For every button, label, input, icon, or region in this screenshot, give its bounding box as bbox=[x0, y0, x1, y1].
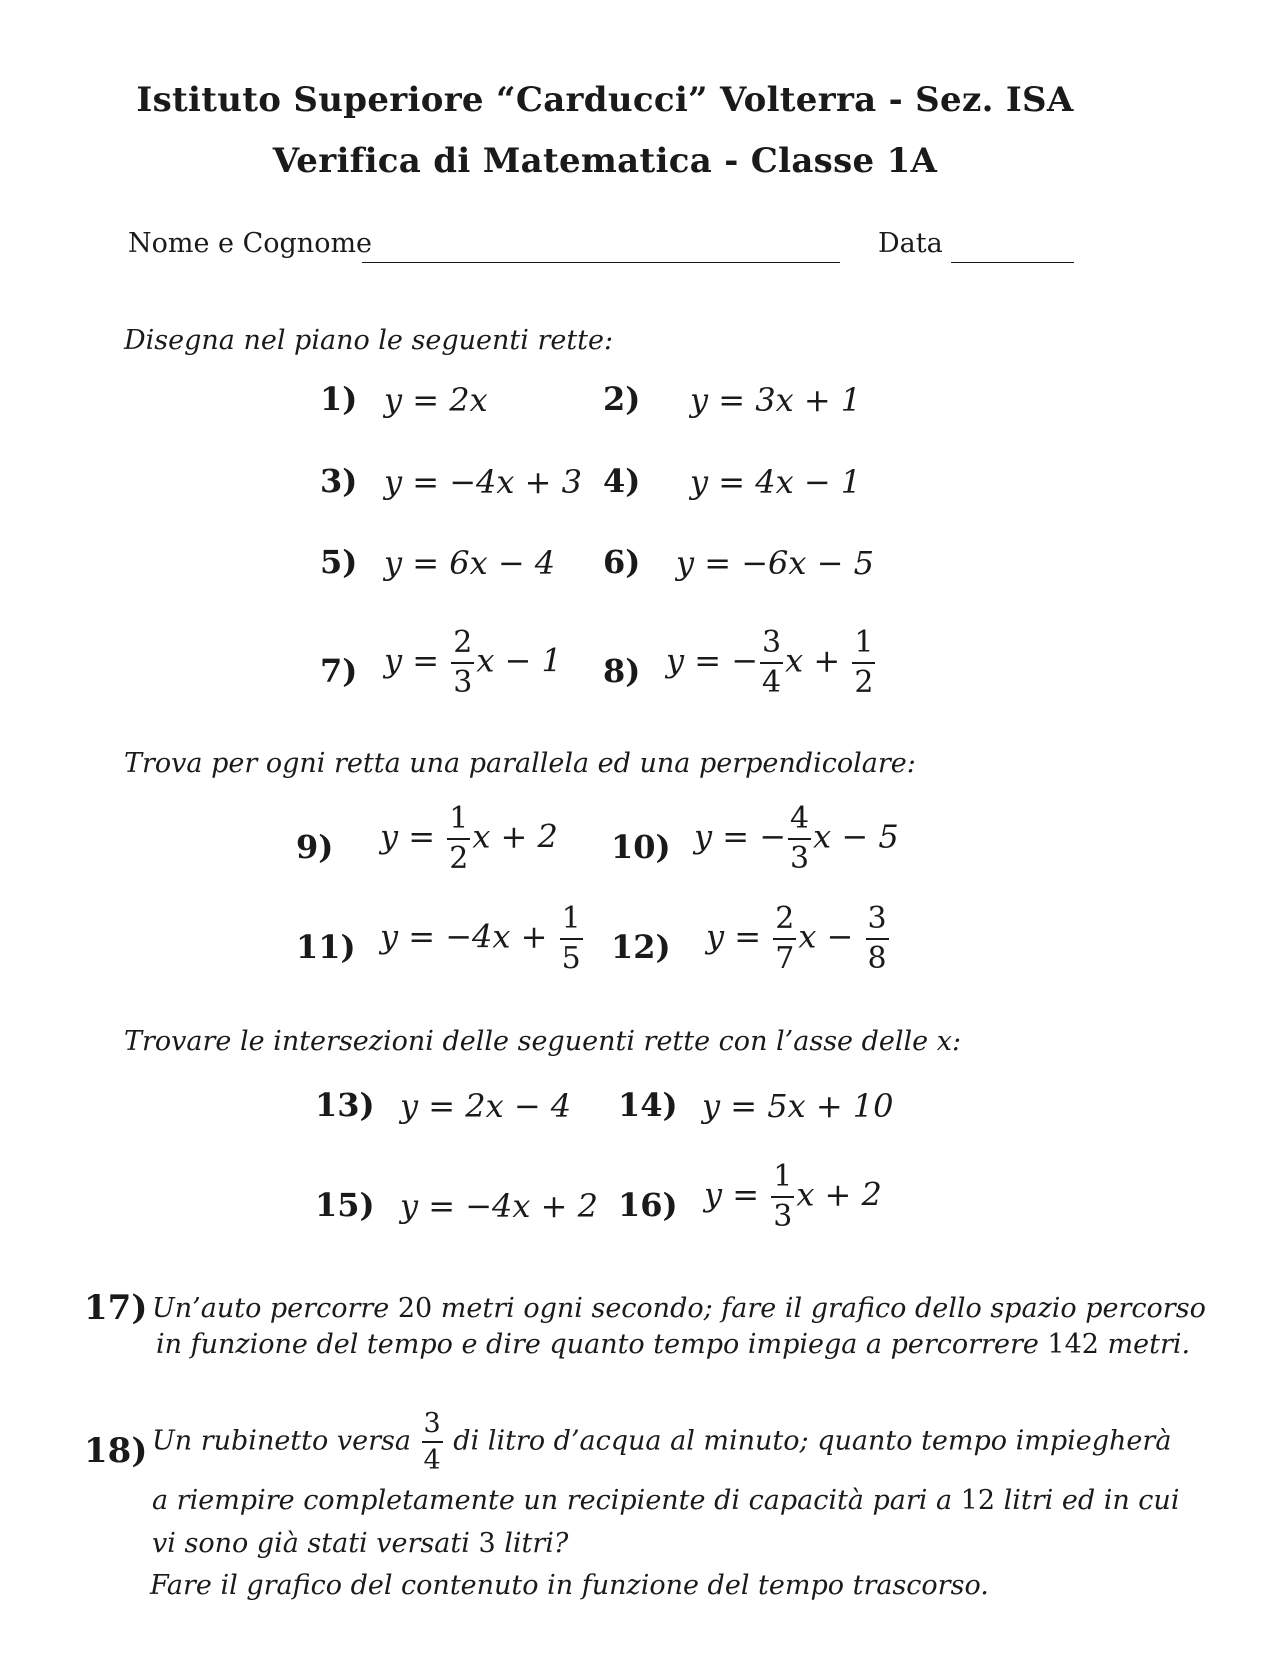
exercise-equation: y = $\frac{1}{3}$ x + 2 bbox=[704, 1159, 882, 1234]
section-draw-lines: Disegna nel piano le seguenti rette: bbox=[124, 325, 614, 356]
exercise-number: 12) bbox=[611, 928, 671, 966]
exercise-number: 14) bbox=[618, 1086, 678, 1124]
exercise-equation: y = 3x + 1 bbox=[690, 381, 862, 419]
test-title: Verifica di Matematica - Classe 1A bbox=[272, 141, 938, 181]
exercise-equation: y = $\frac{1}{2}$ x + 2 bbox=[380, 801, 558, 876]
fraction: $\frac{1}{3}$ bbox=[773, 1159, 793, 1234]
problem-text-line: vi sono già stati versati 3 litri? bbox=[152, 1528, 569, 1559]
exercise-number: 5) bbox=[320, 543, 358, 581]
fraction: $\frac{1}{2}$ bbox=[449, 801, 469, 876]
school-title: Istituto Superiore “Carducci” Volterra - Sez. ISA bbox=[136, 80, 1074, 120]
exercise-number: 4) bbox=[603, 462, 641, 500]
section-parallel-perpendicular: Trova per ogni retta una parallela ed una perpendicolare: bbox=[124, 748, 916, 779]
exercise-equation: y = −4x + 3 bbox=[384, 463, 582, 501]
fraction: $\frac{3}{4}$ bbox=[423, 1408, 441, 1476]
exercise-equation: y = −6x − 5 bbox=[676, 544, 874, 582]
exercise-number: 8) bbox=[603, 652, 641, 690]
problem-text-line: in funzione del tempo e dire quanto tempo impiega a percorrere 142 metri. bbox=[156, 1329, 1191, 1360]
exercise-equation: y = $\frac{2}{3}$ x − 1 bbox=[384, 625, 562, 700]
fraction: $\frac{2}{7}$ bbox=[775, 901, 795, 976]
exercise-equation: y = −4x + $\frac{1}{5}$ bbox=[380, 901, 581, 976]
fraction: $\frac{1}{5}$ bbox=[561, 901, 581, 976]
exercise-number: 13) bbox=[315, 1086, 375, 1124]
exercise-equation: y = − $\frac{4}{3}$ x − 5 bbox=[694, 801, 899, 876]
exercise-number: 15) bbox=[315, 1186, 375, 1224]
exercise-equation: y = − $\frac{3}{4}$ x + $\frac{1}{2}$ bbox=[666, 625, 874, 700]
fraction: $\frac{1}{2}$ bbox=[854, 625, 874, 700]
exercise-number: 16) bbox=[618, 1186, 678, 1224]
exercise-number: 10) bbox=[611, 828, 671, 866]
exercise-equation: y = 4x − 1 bbox=[690, 463, 862, 501]
exercise-number: 1) bbox=[320, 380, 358, 418]
fraction: $\frac{2}{3}$ bbox=[453, 625, 473, 700]
exercise-number: 3) bbox=[320, 462, 358, 500]
problem-text-line: Un’auto percorre 20 metri ogni secondo; fare il grafico dello spazio percorso bbox=[152, 1293, 1206, 1324]
exercise-number: 2) bbox=[603, 380, 641, 418]
fraction: $\frac{3}{4}$ bbox=[762, 625, 782, 700]
exercise-equation: y = 5x + 10 bbox=[702, 1087, 894, 1125]
problem-number: 18) bbox=[84, 1431, 148, 1471]
problem-text-line: Fare il grafico del contenuto in funzione del tempo trascorso. bbox=[150, 1570, 989, 1601]
exercise-equation: y = 2x − 4 bbox=[400, 1087, 572, 1125]
exercise-number: 6) bbox=[603, 543, 641, 581]
section-x-intersections: Trovare le intersezioni delle seguenti rette con l’asse delle x: bbox=[124, 1026, 962, 1057]
problem-text-line: a riempire completamente un recipiente di capacità pari a 12 litri ed in cui bbox=[152, 1485, 1180, 1516]
problem-text-line: Un rubinetto versa $\frac{3}{4}$ di litro d’acqua al minuto; quanto tempo impiegherà bbox=[152, 1408, 1172, 1476]
name-line[interactable] bbox=[362, 262, 840, 263]
exercise-equation: y = $\frac{2}{7}$ x − $\frac{3}{8}$ bbox=[706, 901, 887, 976]
date-line[interactable] bbox=[951, 262, 1074, 263]
exercise-number: 7) bbox=[320, 652, 358, 690]
name-label: Nome e Cognome bbox=[128, 228, 373, 259]
exercise-equation: y = 6x − 4 bbox=[384, 544, 556, 582]
date-label: Data bbox=[878, 228, 943, 259]
problem-number: 17) bbox=[84, 1288, 148, 1328]
fraction: $\frac{3}{8}$ bbox=[867, 901, 887, 976]
exercise-equation: y = 2x bbox=[384, 381, 488, 419]
exercise-number: 9) bbox=[296, 828, 334, 866]
exercise-equation: y = −4x + 2 bbox=[400, 1187, 598, 1225]
fraction: $\frac{4}{3}$ bbox=[790, 801, 810, 876]
exercise-number: 11) bbox=[296, 928, 356, 966]
